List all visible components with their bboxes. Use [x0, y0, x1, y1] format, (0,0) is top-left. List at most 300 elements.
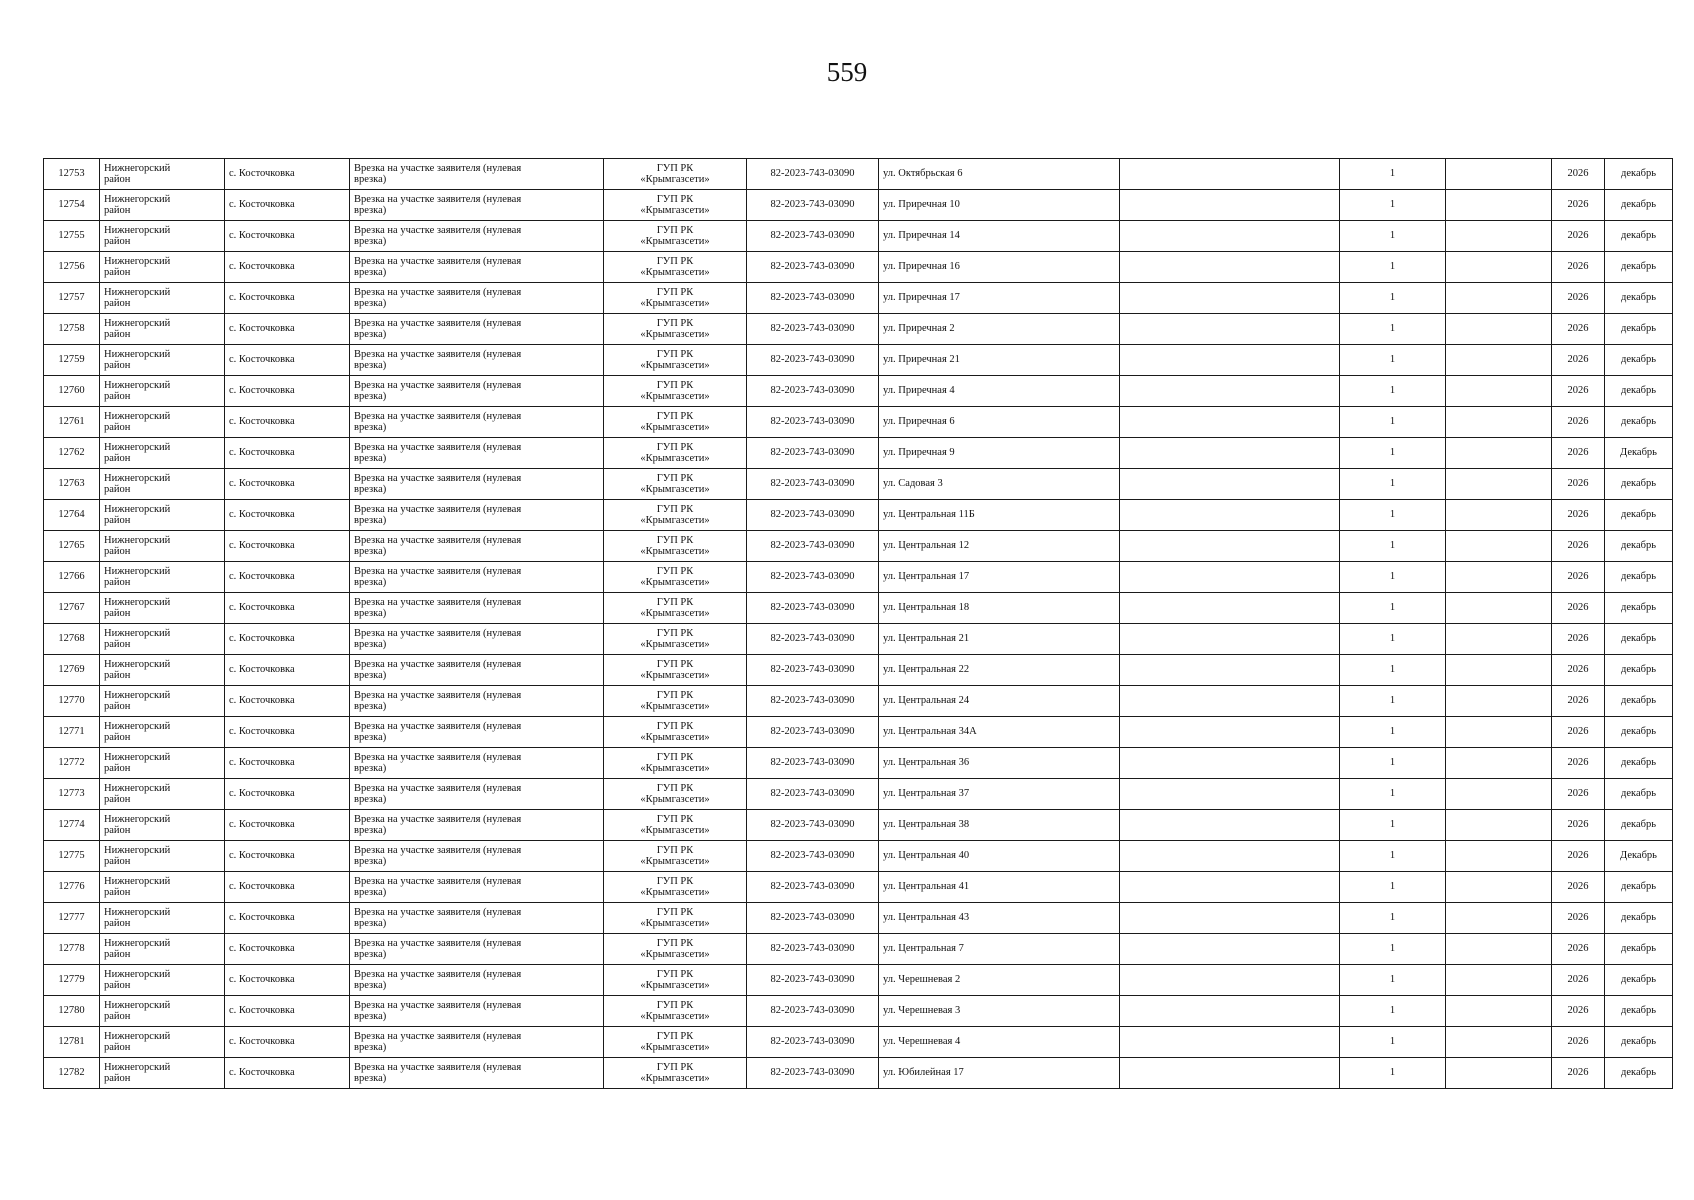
district-name: Нижнегорский: [104, 162, 171, 174]
village-cell: с. Косточковка: [225, 407, 350, 438]
quantity-cell: 1: [1340, 221, 1446, 252]
work-type-line-2: врезка): [354, 267, 387, 278]
work-type-cell: [350, 190, 604, 221]
address-cell: ул. Черешневая 2: [879, 965, 1120, 996]
year-cell: 2026: [1552, 903, 1605, 934]
work-type-cell: [350, 438, 604, 469]
village-cell: с. Косточковка: [225, 190, 350, 221]
village-cell: с. Косточковка: [225, 996, 350, 1027]
organization-line-1: ГУП РК: [656, 968, 694, 980]
district-cell: [100, 531, 225, 562]
organization-line-2: «Крымгазсети»: [640, 794, 710, 805]
empty-cell: [1446, 965, 1552, 996]
organization-cell: [604, 655, 747, 686]
district-cell: [100, 748, 225, 779]
empty-cell: [1446, 748, 1552, 779]
empty-cell: [1120, 252, 1340, 283]
address-cell: ул. Приречная 16: [879, 252, 1120, 283]
empty-cell: [1446, 903, 1552, 934]
month-cell: декабрь: [1605, 593, 1673, 624]
district-suffix: район: [104, 360, 131, 371]
table-row: [44, 965, 1673, 996]
address-cell: ул. Садовая 3: [879, 469, 1120, 500]
program-code-cell: 82-2023-743-03090: [747, 593, 879, 624]
work-type-line-2: врезка): [354, 298, 387, 309]
year-cell: 2026: [1552, 1027, 1605, 1058]
organization-line-2: «Крымгазсети»: [640, 887, 710, 898]
work-type-cell: [350, 624, 604, 655]
program-code-cell: 82-2023-743-03090: [747, 872, 879, 903]
work-type-line-1: Врезка на участке заявителя (нулевая: [354, 999, 522, 1011]
empty-cell: [1120, 345, 1340, 376]
empty-cell: [1120, 500, 1340, 531]
district-cell: [100, 965, 225, 996]
organization-line-1: ГУП РК: [656, 999, 694, 1011]
year-cell: 2026: [1552, 438, 1605, 469]
district-suffix: район: [104, 205, 131, 216]
empty-cell: [1120, 965, 1340, 996]
district-cell: [100, 593, 225, 624]
month-cell: декабрь: [1605, 252, 1673, 283]
work-type-cell: [350, 655, 604, 686]
work-type-line-1: Врезка на участке заявителя (нулевая: [354, 844, 522, 856]
village-cell: с. Косточковка: [225, 314, 350, 345]
district-cell: [100, 500, 225, 531]
work-type-line-1: Врезка на участке заявителя (нулевая: [354, 410, 522, 422]
work-type-line-1: Врезка на участке заявителя (нулевая: [354, 534, 522, 546]
table-row: [44, 903, 1673, 934]
village-cell: с. Косточковка: [225, 655, 350, 686]
district-suffix: район: [104, 484, 131, 495]
table-row: [44, 872, 1673, 903]
organization-line-2: «Крымгазсети»: [640, 608, 710, 619]
table-row: [44, 407, 1673, 438]
program-code-cell: 82-2023-743-03090: [747, 903, 879, 934]
district-name: Нижнегорский: [104, 658, 171, 670]
work-type-line-2: врезка): [354, 949, 387, 960]
work-type-cell: [350, 283, 604, 314]
district-suffix: район: [104, 422, 131, 433]
quantity-cell: 1: [1340, 686, 1446, 717]
organization-line-2: «Крымгазсети»: [640, 856, 710, 867]
program-code-cell: 82-2023-743-03090: [747, 748, 879, 779]
district-suffix: район: [104, 267, 131, 278]
table-row: [44, 190, 1673, 221]
district-name: Нижнегорский: [104, 937, 171, 949]
organization-cell: [604, 221, 747, 252]
year-cell: 2026: [1552, 717, 1605, 748]
table-row: [44, 841, 1673, 872]
record-number-cell: 12777: [44, 903, 100, 934]
work-type-line-2: врезка): [354, 608, 387, 619]
village-cell: с. Косточковка: [225, 841, 350, 872]
district-cell: [100, 779, 225, 810]
work-type-line-2: врезка): [354, 577, 387, 588]
organization-line-1: ГУП РК: [656, 689, 694, 701]
table-row: [44, 252, 1673, 283]
work-type-cell: [350, 717, 604, 748]
empty-cell: [1446, 531, 1552, 562]
work-type-cell: [350, 252, 604, 283]
district-name: Нижнегорский: [104, 224, 171, 236]
empty-cell: [1120, 996, 1340, 1027]
organization-line-1: ГУП РК: [656, 348, 694, 360]
village-cell: с. Косточковка: [225, 779, 350, 810]
record-number-cell: 12774: [44, 810, 100, 841]
work-type-cell: [350, 159, 604, 190]
address-cell: ул. Приречная 14: [879, 221, 1120, 252]
work-type-line-1: Врезка на участке заявителя (нулевая: [354, 596, 522, 608]
work-type-line-1: Врезка на участке заявителя (нулевая: [354, 782, 522, 794]
program-code-cell: 82-2023-743-03090: [747, 717, 879, 748]
organization-cell: [604, 562, 747, 593]
work-type-line-1: Врезка на участке заявителя (нулевая: [354, 286, 522, 298]
address-cell: ул. Центральная 43: [879, 903, 1120, 934]
program-code-cell: 82-2023-743-03090: [747, 438, 879, 469]
month-cell: декабрь: [1605, 965, 1673, 996]
address-cell: ул. Приречная 9: [879, 438, 1120, 469]
record-number-cell: 12776: [44, 872, 100, 903]
table-row: [44, 159, 1673, 190]
year-cell: 2026: [1552, 686, 1605, 717]
village-cell: с. Косточковка: [225, 872, 350, 903]
district-cell: [100, 934, 225, 965]
program-code-cell: 82-2023-743-03090: [747, 252, 879, 283]
organization-cell: [604, 283, 747, 314]
address-cell: ул. Центральная 11Б: [879, 500, 1120, 531]
program-code-cell: 82-2023-743-03090: [747, 810, 879, 841]
village-cell: с. Косточковка: [225, 562, 350, 593]
district-suffix: район: [104, 670, 131, 681]
address-cell: ул. Центральная 24: [879, 686, 1120, 717]
work-type-line-2: врезка): [354, 732, 387, 743]
year-cell: 2026: [1552, 221, 1605, 252]
village-cell: с. Косточковка: [225, 934, 350, 965]
table-row: [44, 996, 1673, 1027]
year-cell: 2026: [1552, 562, 1605, 593]
table-row: [44, 934, 1673, 965]
empty-cell: [1446, 345, 1552, 376]
organization-line-2: «Крымгазсети»: [640, 360, 710, 371]
empty-cell: [1120, 655, 1340, 686]
program-code-cell: 82-2023-743-03090: [747, 314, 879, 345]
organization-line-2: «Крымгазсети»: [640, 422, 710, 433]
work-type-line-2: врезка): [354, 205, 387, 216]
organization-line-1: ГУП РК: [656, 875, 694, 887]
empty-cell: [1446, 190, 1552, 221]
year-cell: 2026: [1552, 624, 1605, 655]
table-row: [44, 562, 1673, 593]
month-cell: декабрь: [1605, 810, 1673, 841]
program-code-cell: 82-2023-743-03090: [747, 1027, 879, 1058]
organization-line-1: ГУП РК: [656, 937, 694, 949]
organization-cell: [604, 748, 747, 779]
district-cell: [100, 903, 225, 934]
district-suffix: район: [104, 918, 131, 929]
program-code-cell: 82-2023-743-03090: [747, 562, 879, 593]
table-row: [44, 1027, 1673, 1058]
program-code-cell: 82-2023-743-03090: [747, 283, 879, 314]
work-type-cell: [350, 903, 604, 934]
record-number-cell: 12765: [44, 531, 100, 562]
record-number-cell: 12782: [44, 1058, 100, 1089]
work-type-line-2: врезка): [354, 1042, 387, 1053]
year-cell: 2026: [1552, 748, 1605, 779]
month-cell: декабрь: [1605, 624, 1673, 655]
month-cell: декабрь: [1605, 159, 1673, 190]
empty-cell: [1446, 376, 1552, 407]
work-type-line-1: Врезка на участке заявителя (нулевая: [354, 255, 522, 267]
work-type-cell: [350, 810, 604, 841]
work-type-cell: [350, 748, 604, 779]
year-cell: 2026: [1552, 190, 1605, 221]
year-cell: 2026: [1552, 407, 1605, 438]
district-cell: [100, 376, 225, 407]
empty-cell: [1446, 562, 1552, 593]
year-cell: 2026: [1552, 593, 1605, 624]
record-number-cell: 12756: [44, 252, 100, 283]
empty-cell: [1446, 934, 1552, 965]
empty-cell: [1446, 1058, 1552, 1089]
program-code-cell: 82-2023-743-03090: [747, 469, 879, 500]
empty-cell: [1446, 1027, 1552, 1058]
organization-cell: [604, 531, 747, 562]
month-cell: декабрь: [1605, 903, 1673, 934]
quantity-cell: 1: [1340, 996, 1446, 1027]
work-type-line-2: врезка): [354, 639, 387, 650]
organization-cell: [604, 500, 747, 531]
month-cell: декабрь: [1605, 996, 1673, 1027]
record-number-cell: 12760: [44, 376, 100, 407]
month-cell: декабрь: [1605, 1027, 1673, 1058]
organization-cell: [604, 810, 747, 841]
work-type-line-1: Врезка на участке заявителя (нулевая: [354, 720, 522, 732]
record-number-cell: 12762: [44, 438, 100, 469]
table-row: [44, 500, 1673, 531]
work-type-line-2: врезка): [354, 453, 387, 464]
organization-line-2: «Крымгазсети»: [640, 732, 710, 743]
year-cell: 2026: [1552, 159, 1605, 190]
district-name: Нижнегорский: [104, 906, 171, 918]
record-number-cell: 12758: [44, 314, 100, 345]
month-cell: декабрь: [1605, 779, 1673, 810]
address-cell: ул. Приречная 6: [879, 407, 1120, 438]
organization-cell: [604, 717, 747, 748]
organization-cell: [604, 469, 747, 500]
district-cell: [100, 314, 225, 345]
organization-line-2: «Крымгазсети»: [640, 763, 710, 774]
table-row: [44, 221, 1673, 252]
work-type-cell: [350, 345, 604, 376]
table-row: [44, 748, 1673, 779]
quantity-cell: 1: [1340, 283, 1446, 314]
quantity-cell: 1: [1340, 376, 1446, 407]
organization-cell: [604, 159, 747, 190]
record-number-cell: 12775: [44, 841, 100, 872]
district-name: Нижнегорский: [104, 627, 171, 639]
district-suffix: район: [104, 887, 131, 898]
district-suffix: район: [104, 298, 131, 309]
district-suffix: район: [104, 1073, 131, 1084]
year-cell: 2026: [1552, 996, 1605, 1027]
district-suffix: район: [104, 732, 131, 743]
quantity-cell: 1: [1340, 531, 1446, 562]
record-number-cell: 12764: [44, 500, 100, 531]
quantity-cell: 1: [1340, 624, 1446, 655]
empty-cell: [1120, 469, 1340, 500]
record-number-cell: 12761: [44, 407, 100, 438]
work-type-cell: [350, 314, 604, 345]
year-cell: 2026: [1552, 531, 1605, 562]
work-type-line-1: Врезка на участке заявителя (нулевая: [354, 224, 522, 236]
empty-cell: [1446, 283, 1552, 314]
month-cell: декабрь: [1605, 469, 1673, 500]
organization-line-2: «Крымгазсети»: [640, 267, 710, 278]
record-number-cell: 12780: [44, 996, 100, 1027]
organization-line-2: «Крымгазсети»: [640, 670, 710, 681]
work-type-line-2: врезка): [354, 701, 387, 712]
quantity-cell: 1: [1340, 593, 1446, 624]
work-type-line-1: Врезка на участке заявителя (нулевая: [354, 627, 522, 639]
work-type-line-2: врезка): [354, 546, 387, 557]
village-cell: с. Косточковка: [225, 717, 350, 748]
empty-cell: [1120, 934, 1340, 965]
organization-cell: [604, 934, 747, 965]
village-cell: с. Косточковка: [225, 965, 350, 996]
district-cell: [100, 1058, 225, 1089]
empty-cell: [1120, 717, 1340, 748]
district-name: Нижнегорский: [104, 875, 171, 887]
record-number-cell: 12781: [44, 1027, 100, 1058]
empty-cell: [1446, 810, 1552, 841]
district-cell: [100, 624, 225, 655]
year-cell: 2026: [1552, 345, 1605, 376]
district-cell: [100, 686, 225, 717]
village-cell: с. Косточковка: [225, 1058, 350, 1089]
organization-line-1: ГУП РК: [656, 1030, 694, 1042]
work-type-cell: [350, 779, 604, 810]
work-type-cell: [350, 562, 604, 593]
quantity-cell: 1: [1340, 779, 1446, 810]
district-name: Нижнегорский: [104, 596, 171, 608]
organization-line-1: ГУП РК: [656, 441, 694, 453]
organization-line-2: «Крымгазсети»: [640, 825, 710, 836]
month-cell: декабрь: [1605, 531, 1673, 562]
empty-cell: [1120, 1027, 1340, 1058]
district-suffix: район: [104, 329, 131, 340]
work-type-line-2: врезка): [354, 360, 387, 371]
district-cell: [100, 841, 225, 872]
district-cell: [100, 283, 225, 314]
work-type-cell: [350, 965, 604, 996]
village-cell: с. Косточковка: [225, 810, 350, 841]
year-cell: 2026: [1552, 841, 1605, 872]
address-cell: ул. Черешневая 4: [879, 1027, 1120, 1058]
work-type-cell: [350, 531, 604, 562]
work-type-line-1: Врезка на участке заявителя (нулевая: [354, 1061, 522, 1073]
table-row: [44, 810, 1673, 841]
work-type-cell: [350, 872, 604, 903]
empty-cell: [1446, 655, 1552, 686]
program-code-cell: 82-2023-743-03090: [747, 965, 879, 996]
work-type-line-2: врезка): [354, 515, 387, 526]
district-name: Нижнегорский: [104, 317, 171, 329]
address-cell: ул. Центральная 12: [879, 531, 1120, 562]
organization-line-1: ГУП РК: [656, 472, 694, 484]
district-cell: [100, 717, 225, 748]
registry-body: [44, 159, 1673, 1089]
district-suffix: район: [104, 794, 131, 805]
organization-line-1: ГУП РК: [656, 503, 694, 515]
quantity-cell: 1: [1340, 903, 1446, 934]
organization-cell: [604, 252, 747, 283]
record-number-cell: 12767: [44, 593, 100, 624]
district-name: Нижнегорский: [104, 565, 171, 577]
record-number-cell: 12770: [44, 686, 100, 717]
quantity-cell: 1: [1340, 252, 1446, 283]
organization-line-1: ГУП РК: [656, 162, 694, 174]
district-name: Нижнегорский: [104, 1030, 171, 1042]
empty-cell: [1446, 469, 1552, 500]
quantity-cell: 1: [1340, 717, 1446, 748]
address-cell: ул. Приречная 17: [879, 283, 1120, 314]
organization-cell: [604, 872, 747, 903]
organization-line-1: ГУП РК: [656, 751, 694, 763]
address-cell: ул. Центральная 36: [879, 748, 1120, 779]
organization-line-2: «Крымгазсети»: [640, 1011, 710, 1022]
village-cell: с. Косточковка: [225, 283, 350, 314]
quantity-cell: 1: [1340, 500, 1446, 531]
month-cell: декабрь: [1605, 686, 1673, 717]
table-row: [44, 779, 1673, 810]
page-number: 559: [826, 57, 868, 87]
district-suffix: район: [104, 174, 131, 185]
empty-cell: [1446, 841, 1552, 872]
organization-cell: [604, 1027, 747, 1058]
organization-line-2: «Крымгазсети»: [640, 639, 710, 650]
district-suffix: район: [104, 608, 131, 619]
district-name: Нижнегорский: [104, 379, 171, 391]
address-cell: ул. Центральная 38: [879, 810, 1120, 841]
empty-cell: [1120, 190, 1340, 221]
program-code-cell: 82-2023-743-03090: [747, 1058, 879, 1089]
work-type-line-2: врезка): [354, 825, 387, 836]
district-cell: [100, 438, 225, 469]
work-type-cell: [350, 934, 604, 965]
village-cell: с. Косточковка: [225, 748, 350, 779]
district-name: Нижнегорский: [104, 255, 171, 267]
empty-cell: [1446, 686, 1552, 717]
village-cell: с. Косточковка: [225, 500, 350, 531]
month-cell: Декабрь: [1605, 841, 1673, 872]
district-cell: [100, 562, 225, 593]
work-type-cell: [350, 500, 604, 531]
work-type-line-1: Врезка на участке заявителя (нулевая: [354, 565, 522, 577]
record-number-cell: 12755: [44, 221, 100, 252]
organization-line-1: ГУП РК: [656, 286, 694, 298]
organization-line-1: ГУП РК: [656, 255, 694, 267]
address-cell: ул. Центральная 22: [879, 655, 1120, 686]
work-type-line-1: Врезка на участке заявителя (нулевая: [354, 193, 522, 205]
organization-cell: [604, 1058, 747, 1089]
year-cell: 2026: [1552, 810, 1605, 841]
district-suffix: район: [104, 701, 131, 712]
district-suffix: район: [104, 980, 131, 991]
village-cell: с. Косточковка: [225, 252, 350, 283]
quantity-cell: 1: [1340, 159, 1446, 190]
organization-line-2: «Крымгазсети»: [640, 329, 710, 340]
village-cell: с. Косточковка: [225, 903, 350, 934]
